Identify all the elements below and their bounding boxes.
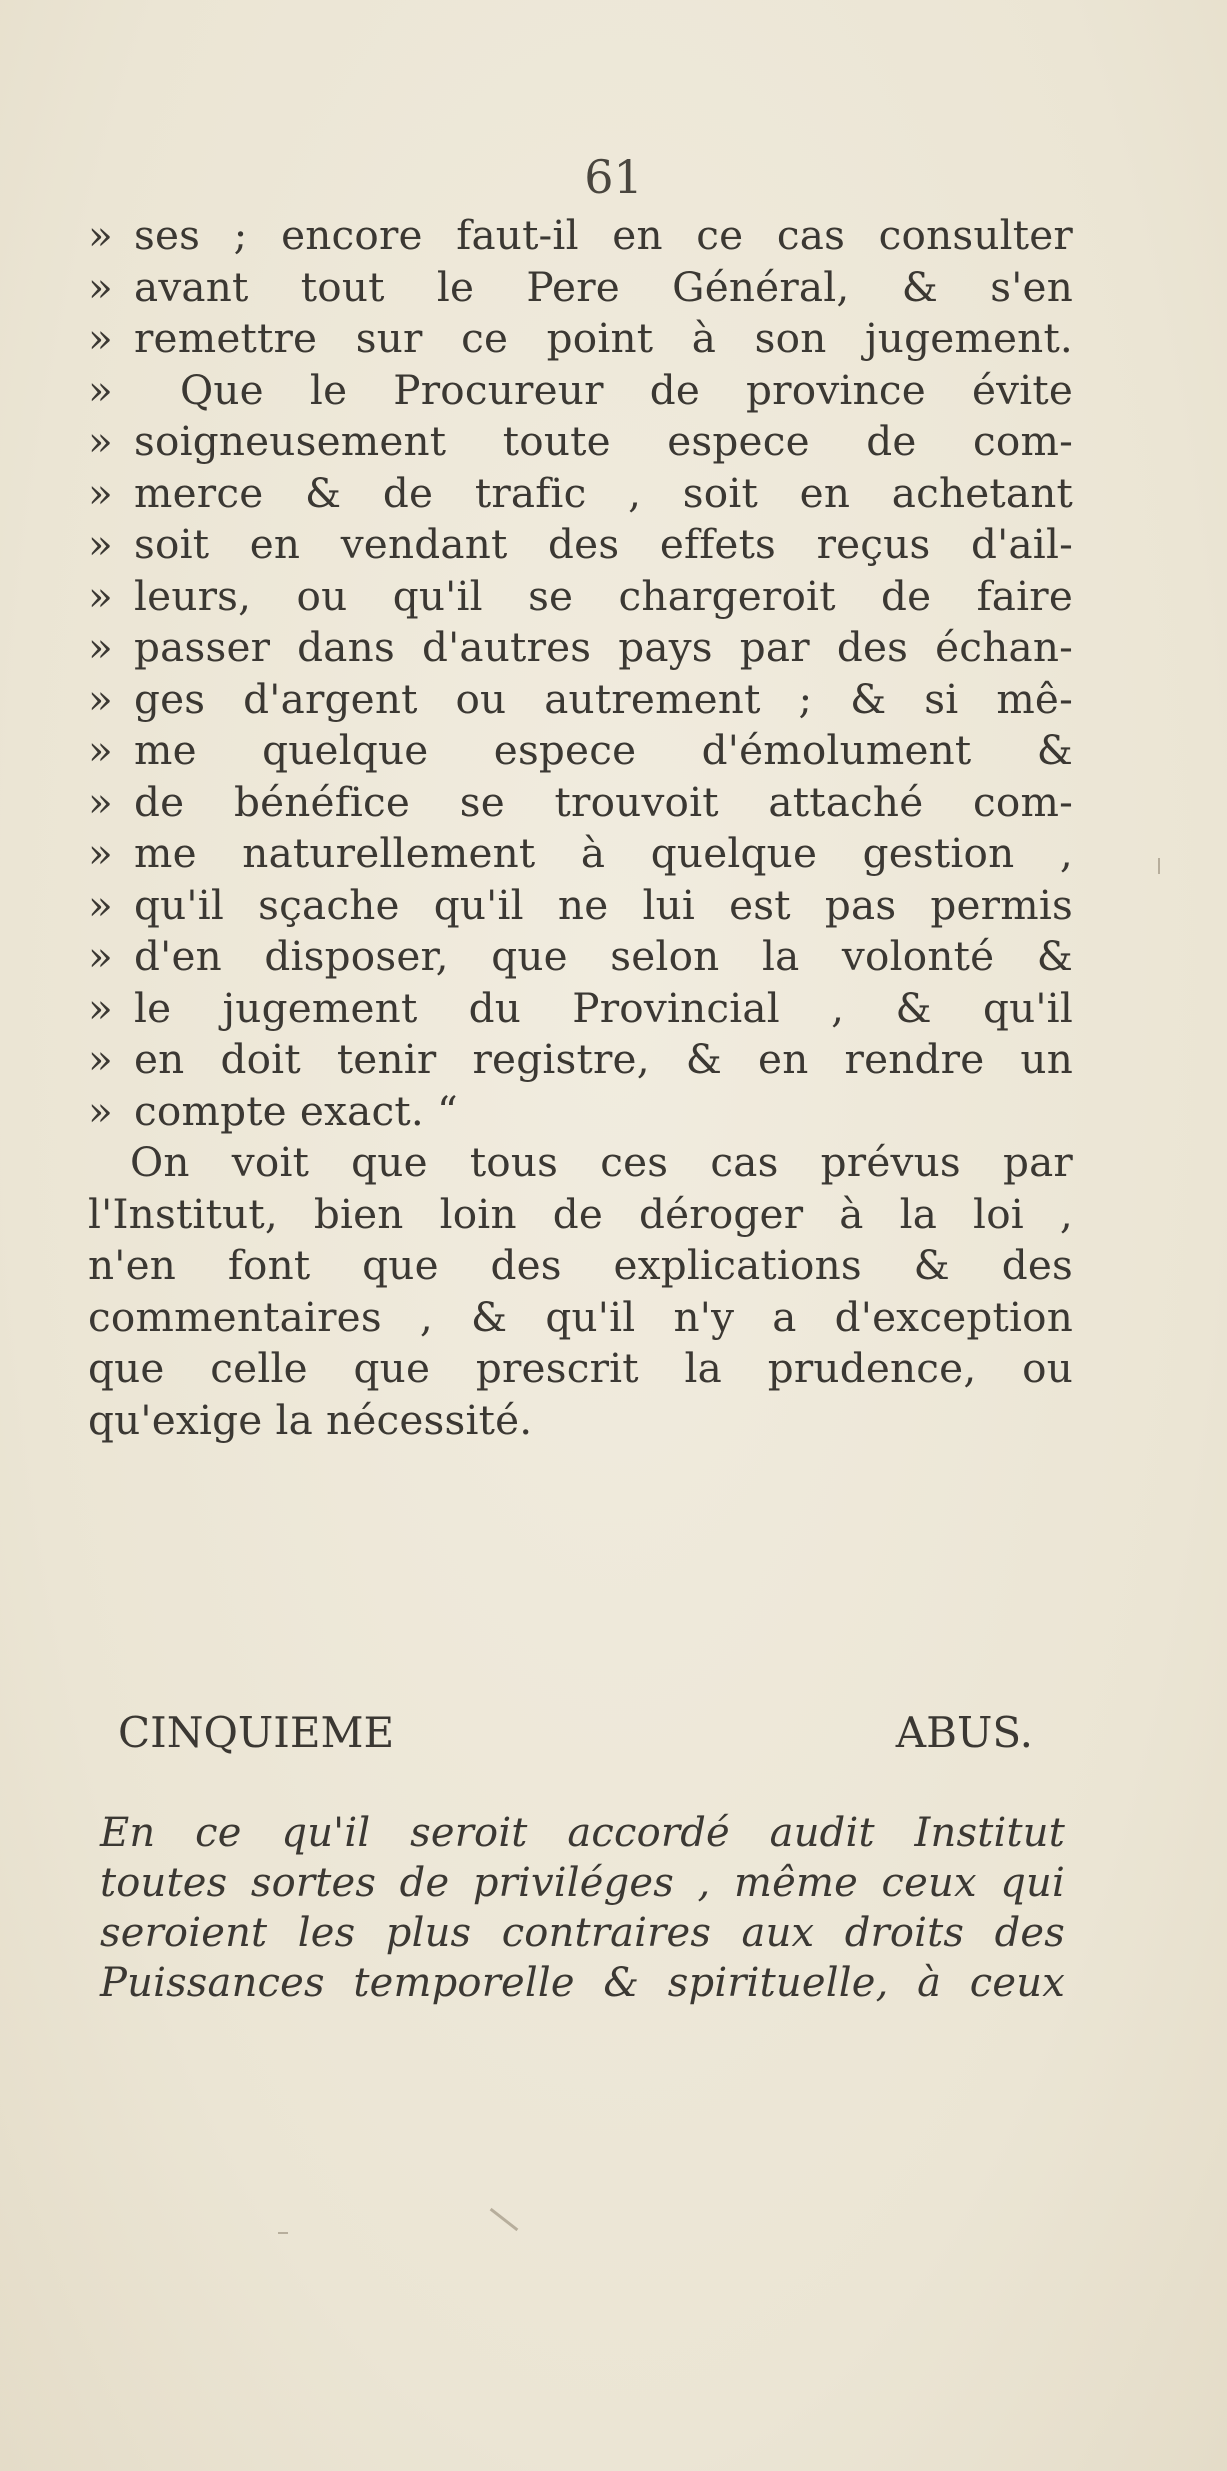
section-heading: CINQUIEME ABUS. [118, 1708, 1033, 1757]
page-number: 61 [584, 150, 643, 204]
text-line: commentaires , & qu'il n'y a d'exception [88, 1292, 1073, 1341]
paper-fleck [1158, 858, 1160, 874]
paper-fleck [278, 2232, 288, 2234]
text-line: qu'exige la nécessité. [88, 1395, 533, 1444]
text-line: » de bénéfice se trouvoit attaché com- [88, 777, 1073, 826]
text-line: On voit que tous ces cas prévus par [130, 1138, 1073, 1186]
text-line: » compte exact. “ [88, 1086, 458, 1135]
text-line: » qu'il sçache qu'il ne lui est pas permis [88, 880, 1073, 929]
text-line: » d'en disposer, que selon la volonté & [88, 932, 1073, 980]
text-line: toutes sortes de priviléges , même ceux qui [100, 1860, 1065, 1906]
body-text [88, 210, 1073, 1446]
text-line: » soit en vendant des effets reçus d'ail- [88, 520, 1073, 568]
text-line: » avant tout le Pere Général, & s'en [88, 262, 1073, 311]
text-line: » leurs, ou qu'il se chargeroit de faire [88, 571, 1073, 620]
paper-fleck [490, 2208, 519, 2231]
text-line: » passer dans d'autres pays par des échan- [88, 623, 1073, 671]
text-line: » soigneusement toute espece de com- [88, 417, 1073, 465]
text-line: » le jugement du Provincial , & qu'il [88, 983, 1073, 1032]
text-line: En ce qu'il seroit accordé audit Institut [100, 1810, 1065, 1856]
text-line: » merce & de trafic , soit en achetant [88, 468, 1073, 517]
text-line: n'en font que des explications & des [88, 1241, 1073, 1289]
text-line: » ses ; encore faut-il en ce cas consulter [88, 211, 1073, 259]
italic-paragraph [100, 1808, 1065, 2008]
text-line: » Que le Procureur de province évite [88, 365, 1073, 414]
text-line: » me quelque espece d'émolument & [88, 726, 1073, 774]
text-line: » ges d'argent ou autrement ; & si mê- [88, 674, 1073, 723]
text-line: que celle que prescrit la prudence, ou [88, 1344, 1073, 1392]
text-line: seroient les plus contraires aux droits des [100, 1910, 1065, 1956]
text-line: l'Institut, bien loin de déroger à la loi , [88, 1189, 1073, 1238]
text-line: Puissances temporelle & spirituelle, à ceux [100, 1960, 1065, 2006]
text-line: » remettre sur ce point à son jugement. [88, 314, 1073, 362]
text-line: » en doit tenir registre, & en rendre un [88, 1035, 1073, 1083]
text-line: » me naturellement à quelque gestion , [88, 829, 1073, 877]
